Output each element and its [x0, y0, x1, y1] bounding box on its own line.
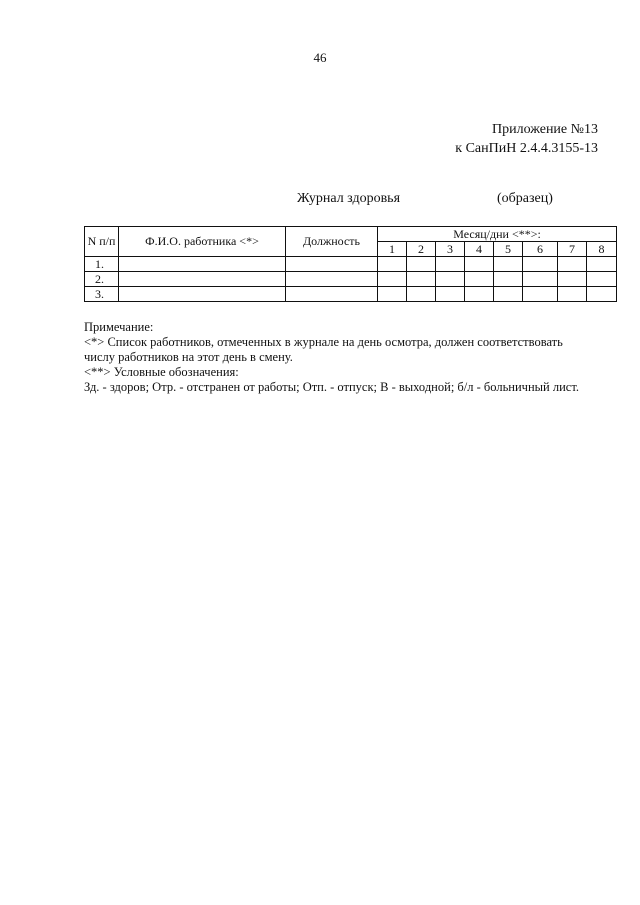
day-cell [378, 257, 407, 272]
table-row [85, 257, 617, 272]
full-name-cell [119, 287, 286, 302]
day-cell [587, 272, 617, 287]
day-cell [378, 272, 407, 287]
appendix-header [455, 120, 598, 158]
header-position: Должность [286, 227, 378, 257]
header-day: 8 [587, 242, 617, 257]
page-number: 46 [313, 50, 327, 65]
day-cell [587, 287, 617, 302]
day-cell [558, 287, 587, 302]
row-number: 2. [85, 272, 119, 287]
header-day: 1 [378, 242, 407, 257]
header-full-name: Ф.И.О. работника <*> [119, 227, 286, 257]
day-cell [523, 257, 558, 272]
notes-heading: Примечание: [84, 320, 154, 334]
full-name-cell [119, 272, 286, 287]
day-cell [523, 272, 558, 287]
appendix-number: Приложение №13 [492, 122, 598, 137]
day-cell [494, 287, 523, 302]
day-cell [494, 257, 523, 272]
row-number: 1. [85, 257, 119, 272]
position-cell [286, 287, 378, 302]
day-cell [436, 257, 465, 272]
header-day: 6 [523, 242, 558, 257]
day-cell [407, 257, 436, 272]
day-cell [407, 287, 436, 302]
position-cell [286, 272, 378, 287]
table-row [85, 287, 617, 302]
day-cell [523, 287, 558, 302]
day-cell [494, 272, 523, 287]
table-row [85, 272, 617, 287]
header-day: 4 [465, 242, 494, 257]
row-number: 3. [85, 287, 119, 302]
day-cell [587, 257, 617, 272]
full-name-cell [119, 257, 286, 272]
note-legend: Зд. - здоров; Отр. - отстранен от работы; Отп. - отпуск; В - выходной; б/л - больничный лист. [84, 380, 579, 394]
day-cell [436, 272, 465, 287]
day-cell [558, 257, 587, 272]
day-cell [378, 287, 407, 302]
health-journal-table [84, 226, 617, 302]
note-employees-line1: <*> Список работников, отмеченных в журнале на день осмотра, должен соответствовать [84, 335, 563, 349]
day-cell [436, 287, 465, 302]
note-employees-line2: числу работников на этот день в смену. [84, 350, 293, 364]
document-title: Журнал здоровья [297, 191, 401, 206]
day-cell [558, 272, 587, 287]
day-cell [407, 272, 436, 287]
day-cell [465, 257, 494, 272]
day-cell [465, 272, 494, 287]
header-month-days: Месяц/дни <**>: [378, 227, 617, 242]
notes-section [84, 320, 614, 395]
sample-label: (образец) [497, 191, 553, 206]
header-number: N п/п [85, 227, 119, 257]
position-cell [286, 257, 378, 272]
title-row [297, 191, 553, 207]
header-day: 3 [436, 242, 465, 257]
appendix-reference: к СанПиН 2.4.4.3155-13 [455, 141, 598, 156]
header-day: 2 [407, 242, 436, 257]
note-legend-heading: <**> Условные обозначения: [84, 365, 239, 379]
header-day: 7 [558, 242, 587, 257]
day-cell [465, 287, 494, 302]
header-day: 5 [494, 242, 523, 257]
